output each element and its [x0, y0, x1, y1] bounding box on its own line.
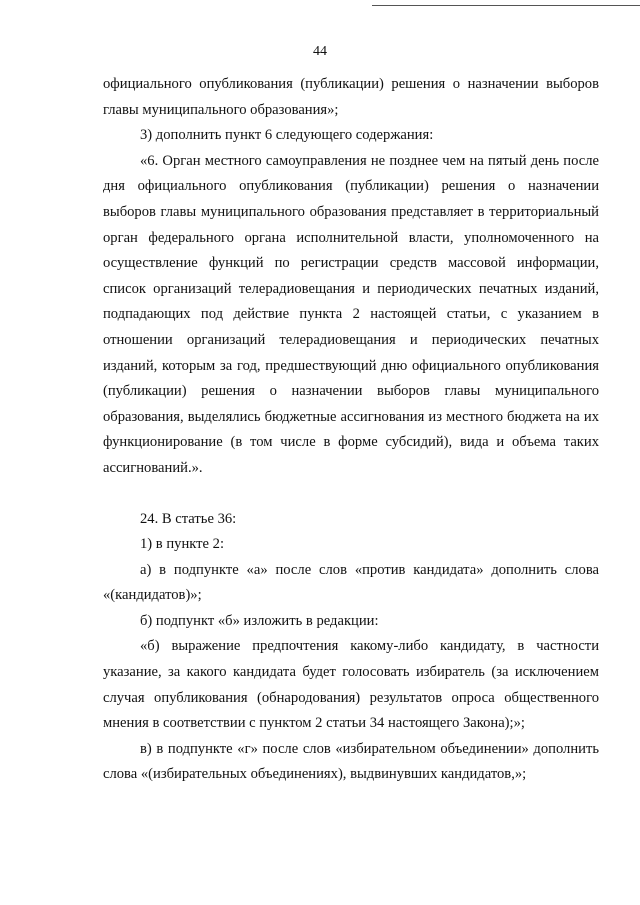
paragraph-subitem-a: а) в подпункте «а» после слов «против кандидата» дополнить слова «(кандидатов)»; — [103, 561, 599, 604]
paragraph-subitem-b: б) подпункт «б» изложить в редакции: — [140, 612, 379, 629]
paragraph-item-3: 3) дополнить пункт 6 следующего содержания: — [140, 127, 434, 144]
paragraph-article-24: 24. В статье 36: — [140, 510, 237, 527]
paragraph-continuation: официального опубликования (публикации) решения о назначении выборов главы муниципального образования»; — [103, 76, 599, 118]
top-rule — [372, 5, 640, 6]
paragraph-subitem-v: в) в подпункте «г» после слов «избирательном объединении» дополнить слова «(избирательных объединениях), выдвинувших кандидатов,»; — [103, 740, 599, 783]
document-body — [103, 72, 599, 788]
paragraph-subitem-b-text: «б) выражение предпочтения какому-либо кандидату, в частности указание, за какого кандидата будет голосовать избиратель (за исключением случая опубликования (обнародования) результатов опроса общественного мнения в соответствии с пунктом 2 статьи 34 настоящего Закона);»; — [103, 638, 599, 732]
page-number: 44 — [313, 44, 327, 59]
paragraph-point-6: «6. Орган местного самоуправления не позднее чем на пятый день после дня официального опубликования (публикации) решения о назначении выборов главы муниципального образования представляет в территориальный орган федерального органа исполнительной власти, уполномоченного на осуществление функций по регистрации средств массовой информации, список организаций телерадиовещания и периодических печатных изданий, подпадающих под действие пункта 2 настоящей статьи, с указанием в отношении организаций телерадиовещания и периодических печатных изданий, которым за год, предшествующий дню официального опубликования (публикации) решения о назначении выборов главы муниципального образования, выделялись бюджетные ассигнования из местного бюджета на их функционирование (в том числе в форме субсидий), вида и объема таких ассигнований.». — [103, 152, 599, 476]
paragraph-item-1: 1) в пункте 2: — [140, 536, 225, 553]
